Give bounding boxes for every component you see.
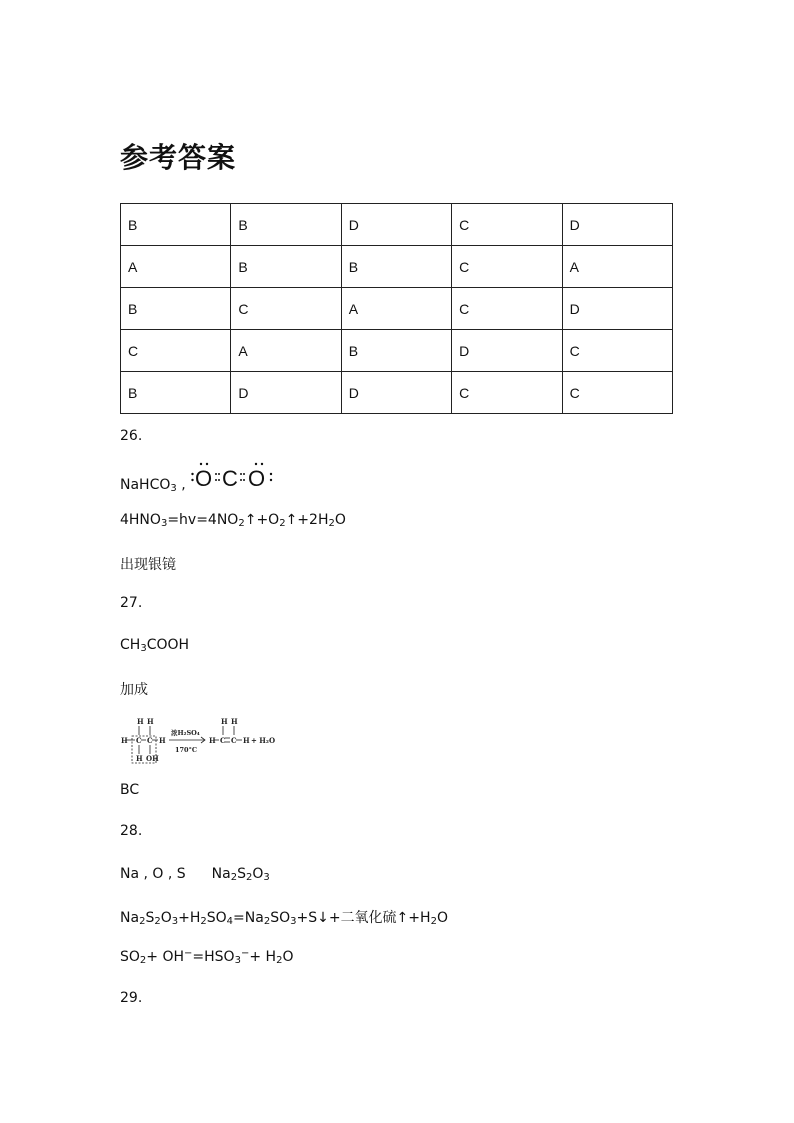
q26-number: 26. bbox=[120, 428, 143, 444]
eq-sub: 2 bbox=[139, 916, 146, 927]
eq-part: SO bbox=[206, 910, 227, 926]
eq-sub: 3 bbox=[160, 518, 168, 529]
eq-part: =hv=4NO bbox=[167, 512, 239, 528]
rxn-atom: H bbox=[136, 754, 143, 763]
eq-sub: 2 bbox=[328, 518, 335, 529]
q26-answer-3: 出现银镜 bbox=[120, 557, 176, 573]
q26-equation bbox=[120, 512, 346, 528]
rxn-atom: H bbox=[137, 717, 144, 726]
q28-equation-2 bbox=[120, 949, 293, 965]
eq-part: O bbox=[160, 910, 172, 926]
answer-cell: D bbox=[231, 372, 341, 414]
rxn-atom: H bbox=[121, 736, 128, 745]
eq-sub: 2 bbox=[276, 955, 283, 966]
eq-part: SO bbox=[120, 949, 140, 965]
formula-part: O bbox=[252, 866, 264, 882]
q29-number: 29. bbox=[120, 990, 143, 1006]
eq-part: + H bbox=[249, 949, 277, 965]
q26-a1-sep: , bbox=[176, 477, 186, 493]
answer-cell: B bbox=[121, 288, 231, 330]
q27-answer-2: 加成 bbox=[120, 682, 148, 698]
ethanol-dehydration-reaction bbox=[119, 716, 281, 766]
q26-a1-label: NaHCO bbox=[120, 477, 171, 493]
eq-part: ↑+2H bbox=[285, 512, 329, 528]
co2-lewis-structure bbox=[191, 461, 273, 491]
answer-cell: C bbox=[231, 288, 341, 330]
formula-sub: 3 bbox=[140, 643, 147, 654]
eq-part: S bbox=[145, 910, 155, 926]
formula-part: CH bbox=[120, 637, 141, 653]
answer-cell: C bbox=[452, 288, 562, 330]
eq-sub: 2 bbox=[430, 916, 437, 927]
rxn-condition-top: 浓H₂SO₄ bbox=[171, 729, 200, 737]
eq-sub: 3 bbox=[171, 916, 179, 927]
eq-part: O bbox=[334, 512, 346, 528]
q26-a1-sub: 3 bbox=[170, 483, 177, 494]
answer-cell: B bbox=[121, 372, 231, 414]
answer-cell: C bbox=[452, 246, 562, 288]
answer-cell: C bbox=[452, 372, 562, 414]
rxn-condition-bottom: 170°C bbox=[175, 746, 197, 754]
answer-cell: C bbox=[562, 330, 672, 372]
rxn-atom: C bbox=[231, 736, 237, 745]
formula-sub: 2 bbox=[246, 872, 253, 883]
answer-cell: D bbox=[341, 372, 451, 414]
answer-cell: D bbox=[562, 288, 672, 330]
rxn-atom: OH bbox=[146, 754, 159, 763]
eq-part: =Na bbox=[233, 910, 264, 926]
answer-cell: B bbox=[121, 204, 231, 246]
rxn-atom: H bbox=[243, 736, 250, 745]
lewis-atom-o2: O bbox=[248, 466, 266, 491]
answer-cell: A bbox=[231, 330, 341, 372]
q28-answer-1 bbox=[120, 866, 270, 882]
formula-sub: 3 bbox=[263, 872, 270, 883]
q26-answer-1 bbox=[120, 477, 186, 493]
eq-sup: − bbox=[240, 948, 250, 959]
table-row bbox=[121, 246, 673, 288]
eq-part: 4HNO bbox=[120, 512, 161, 528]
eq-part: Na bbox=[120, 910, 140, 926]
eq-part: + OH bbox=[146, 949, 185, 965]
rxn-atom: C bbox=[136, 736, 142, 745]
rxn-atom: C bbox=[220, 736, 226, 745]
answer-cell: A bbox=[562, 246, 672, 288]
answer-cell: C bbox=[562, 372, 672, 414]
answer-cell: B bbox=[231, 246, 341, 288]
eq-sub: 4 bbox=[226, 916, 234, 927]
answer-cell: C bbox=[452, 204, 562, 246]
answer-cell: A bbox=[121, 246, 231, 288]
formula-part: Na bbox=[211, 866, 231, 882]
eq-part: O bbox=[436, 910, 448, 926]
answer-cell: D bbox=[452, 330, 562, 372]
eq-sub: 3 bbox=[234, 955, 241, 966]
formula-part: COOH bbox=[146, 637, 190, 653]
answer-cell: B bbox=[231, 204, 341, 246]
answer-cell: A bbox=[341, 288, 451, 330]
page-title: 参考答案 bbox=[120, 141, 237, 174]
eq-sub: 2 bbox=[279, 518, 286, 529]
eq-part: +S↓+二氧化硫↑+H bbox=[296, 910, 431, 926]
eq-sub: 2 bbox=[139, 955, 147, 966]
q28-number: 28. bbox=[120, 823, 143, 839]
eq-part: SO bbox=[270, 910, 291, 926]
lewis-atom-c: C bbox=[222, 466, 238, 491]
table-row bbox=[121, 288, 673, 330]
q27-answer-4: BC bbox=[120, 782, 140, 798]
table-row bbox=[121, 330, 673, 372]
eq-sup: − bbox=[184, 948, 193, 959]
formula-sub: 2 bbox=[230, 872, 238, 883]
eq-sub: 2 bbox=[200, 916, 207, 927]
lewis-atom-o1: O bbox=[195, 466, 213, 491]
eq-sub: 2 bbox=[263, 916, 271, 927]
rxn-atom: H bbox=[159, 736, 166, 745]
eq-sub: 2 bbox=[154, 916, 161, 927]
rxn-atom: H bbox=[231, 717, 238, 726]
rxn-atom: H bbox=[221, 717, 228, 726]
q27-number: 27. bbox=[120, 595, 143, 611]
answer-cell: D bbox=[341, 204, 451, 246]
eq-sub: 2 bbox=[238, 518, 245, 529]
answer-cell: B bbox=[341, 246, 451, 288]
eq-part: O bbox=[282, 949, 294, 965]
answer-cell: D bbox=[562, 204, 672, 246]
table-row bbox=[121, 372, 673, 414]
rxn-atom: H bbox=[147, 717, 154, 726]
rxn-atom: H bbox=[209, 736, 216, 745]
q28-equation-1 bbox=[120, 907, 448, 927]
q28-elements: Na , O , S bbox=[120, 866, 186, 882]
q27-answer-1 bbox=[120, 637, 189, 653]
formula-part: S bbox=[237, 866, 246, 882]
rxn-product-tail: + H₂O bbox=[251, 736, 276, 745]
eq-part: ↑+O bbox=[244, 512, 280, 528]
eq-part: +H bbox=[178, 910, 201, 926]
answer-table bbox=[120, 203, 673, 414]
answer-cell: C bbox=[121, 330, 231, 372]
eq-sub: 3 bbox=[290, 916, 297, 927]
table-row bbox=[121, 204, 673, 246]
answer-cell: B bbox=[341, 330, 451, 372]
eq-part: =HSO bbox=[192, 949, 235, 965]
rxn-atom: C bbox=[147, 736, 153, 745]
